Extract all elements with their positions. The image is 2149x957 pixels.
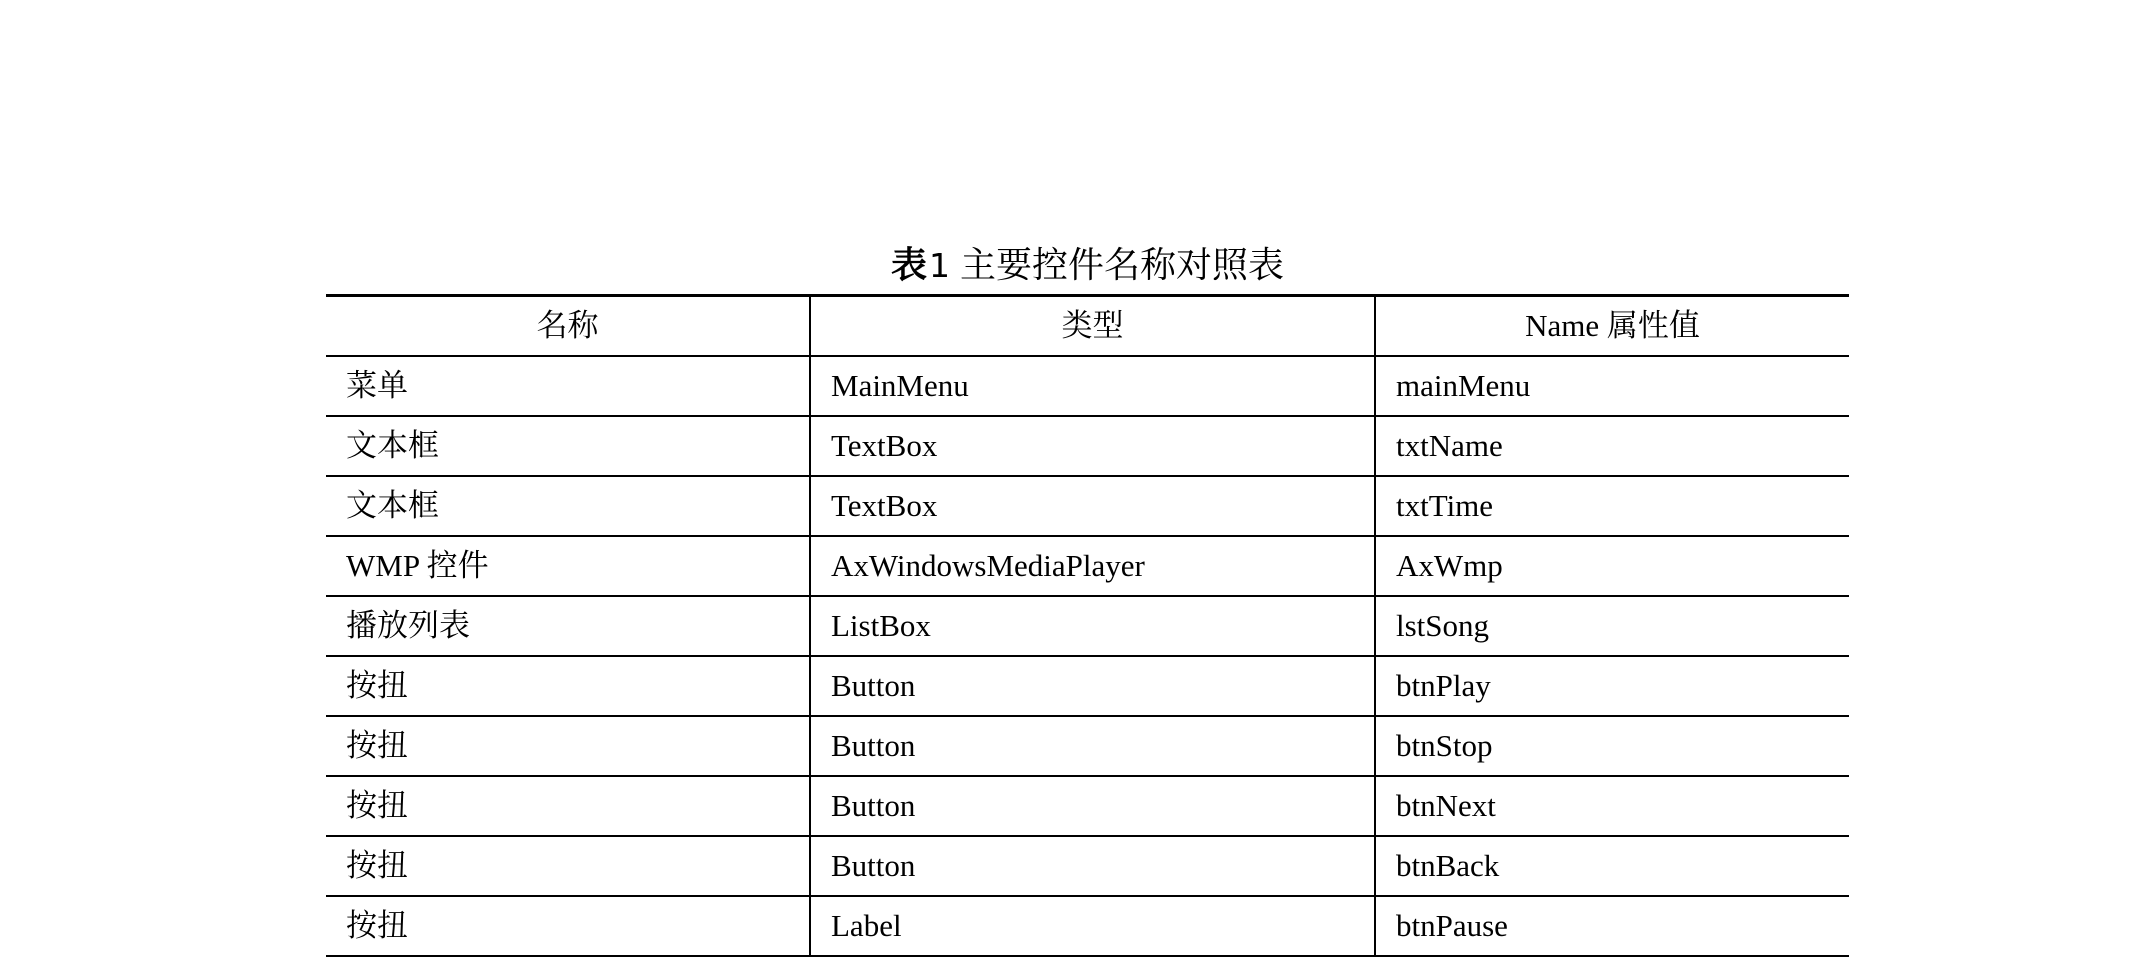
cell-name-property: btnNext — [1375, 776, 1849, 836]
cell-type: Label — [810, 896, 1375, 956]
cell-name: 文本框 — [326, 476, 810, 536]
table-row — [326, 776, 1849, 836]
table-caption — [326, 240, 1849, 290]
cell-type: AxWindowsMediaPlayer — [810, 536, 1375, 596]
header-cell-name-property: Name 属性值 — [1375, 296, 1849, 357]
cell-name-property: btnStop — [1375, 716, 1849, 776]
table-row — [326, 896, 1849, 956]
cell-type: Button — [810, 776, 1375, 836]
caption-label: 表 — [890, 245, 927, 286]
cell-name-property: lstSong — [1375, 596, 1849, 656]
header-cell-type: 类型 — [810, 296, 1375, 357]
cell-name-property: btnPause — [1375, 896, 1849, 956]
table-row — [326, 596, 1849, 656]
cell-name-property: btnBack — [1375, 836, 1849, 896]
table-row — [326, 476, 1849, 536]
table-header-row — [326, 296, 1849, 357]
table-row — [326, 356, 1849, 416]
cell-type: MainMenu — [810, 356, 1375, 416]
table-row — [326, 536, 1849, 596]
cell-name: 按扭 — [326, 716, 810, 776]
controls-table — [326, 294, 1849, 957]
table-row — [326, 416, 1849, 476]
cell-name-property: mainMenu — [1375, 356, 1849, 416]
cell-name: 播放列表 — [326, 596, 810, 656]
cell-type: Button — [810, 656, 1375, 716]
cell-name-property: btnPlay — [1375, 656, 1849, 716]
cell-type: Button — [810, 716, 1375, 776]
cell-name: 按扭 — [326, 896, 810, 956]
table-row — [326, 716, 1849, 776]
cell-name-property: AxWmp — [1375, 536, 1849, 596]
cell-type: ListBox — [810, 596, 1375, 656]
table-row — [326, 836, 1849, 896]
cell-name: 按扭 — [326, 656, 810, 716]
cell-name: WMP 控件 — [326, 536, 810, 596]
caption-text: 主要控件名称对照表 — [960, 245, 1285, 285]
cell-name-property: txtTime — [1375, 476, 1849, 536]
table-row — [326, 656, 1849, 716]
caption-number: 1 — [929, 246, 950, 285]
cell-name: 菜单 — [326, 356, 810, 416]
cell-name: 文本框 — [326, 416, 810, 476]
cell-type: TextBox — [810, 416, 1375, 476]
cell-type: TextBox — [810, 476, 1375, 536]
header-cell-name: 名称 — [326, 296, 810, 357]
cell-type: Button — [810, 836, 1375, 896]
cell-name-property: txtName — [1375, 416, 1849, 476]
cell-name: 按扭 — [326, 776, 810, 836]
cell-name: 按扭 — [326, 836, 810, 896]
